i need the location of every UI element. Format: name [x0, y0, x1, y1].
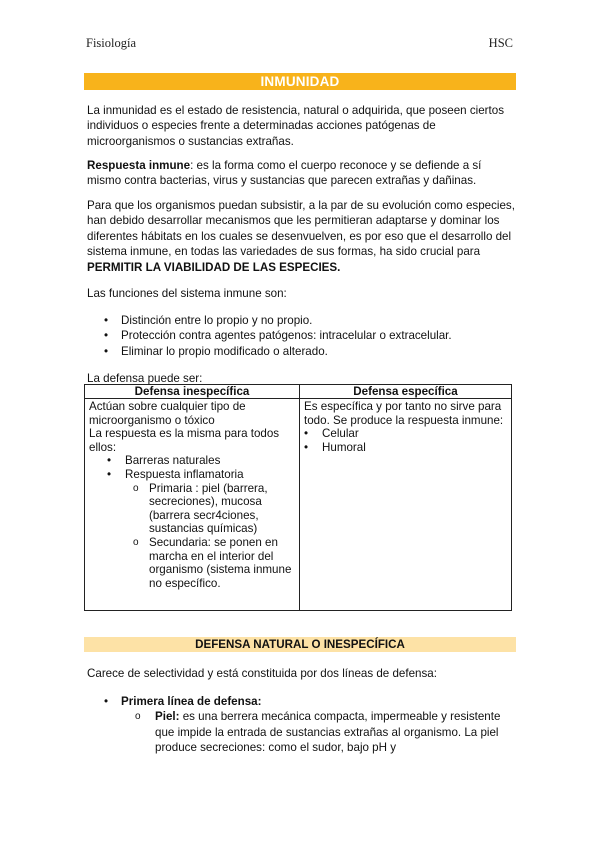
paragraph-definition: La inmunidad es el estado de resistencia, natural o adquirida, que poseen ciertos individuos o especies frente a determinadas acciones patógenas de microorganismos o sustancias extrañas. [87, 104, 505, 148]
paragraph-evolution [87, 198, 517, 275]
paragraph-immune-response [87, 158, 517, 189]
emphasis-viabilidad: PERMITIR LA VIABILIDAD DE LAS ESPECIES. [87, 260, 341, 274]
paragraph-evolution-text: Para que los organismos puedan subsistir, a la par de su evolución como especies, han debido desarrollar mecanismos que les permitieran adaptarse y dominar los diferentes hábitats en los cuales se desenvuelven, es por eso que el desarrollo del sistema inmune, en todas las variedades de sus formas, ha sido crucial para [87, 199, 515, 259]
sub-list [121, 709, 517, 755]
paragraph-functions-intro: Las funciones del sistema inmune son: [87, 287, 287, 300]
sub-list-item-text: es una berrera mecánica compacta, impermeable y resistente que impide la entrada de sustancias extrañas al organismo. La piel produce secreciones: como el sudor, bajo pH y [155, 710, 501, 755]
header-subject: Fisiología [86, 36, 137, 50]
list-item-label: Respuesta inflamatoria [125, 467, 244, 481]
cell-sub-list [125, 482, 295, 591]
list-item-title: Primera línea de defensa: [121, 695, 262, 708]
paragraph-immune-response-text: : es la forma como el cuerpo reconoce y se defiende a sí mismo contra bacterias, virus y sustancias que parecen extrañas y dañinas. [87, 159, 482, 188]
list-item [89, 468, 295, 590]
list-item: • Barreras naturales [89, 454, 295, 468]
list-item: • Celular [286, 427, 507, 441]
sub-list-item [121, 709, 517, 755]
list-item: • Humoral [286, 441, 507, 455]
sub-list-item: o Secundaria: se ponen en marcha en el interior del organismo (sistema inmune no específico. [125, 536, 295, 590]
table-header-especifica: Defensa específica [300, 385, 512, 399]
defense-table [84, 384, 512, 611]
list-item: • Protección contra agentes patógenos: intracelular o extracelular. [87, 328, 517, 343]
sub-list-item: o Primaria : piel (barrera, secreciones), mucosa (barrera secr4ciones, sustancias químicas) [125, 482, 295, 536]
table-cell-inespecifica [85, 399, 300, 611]
cell-text: Es específica y por tanto no sirve para todo. Se produce la respuesta inmune: [304, 400, 504, 427]
table-cell-especifica [300, 399, 512, 611]
term-piel: Piel: [155, 710, 180, 724]
cell-text: La respuesta es la misma para todos ellos: [89, 427, 280, 454]
section-title-defensa-natural: DEFENSA NATURAL O INESPECÍFICA [84, 637, 516, 652]
section-title-inmunidad: INMUNIDAD [84, 73, 516, 90]
list-item: • Eliminar lo propio modificado o alterado. [87, 344, 517, 359]
cell-bullet-list [286, 427, 507, 454]
list-item [87, 694, 517, 756]
table-header-inespecifica: Defensa inespecífica [85, 385, 300, 399]
paragraph-defense-intro: La defensa puede ser: [87, 372, 203, 385]
paragraph-defense-lines: Carece de selectividad y está constituida por dos líneas de defensa: [87, 667, 437, 680]
functions-list [87, 313, 517, 359]
cell-bullet-list [89, 454, 295, 590]
defense-lines-list [87, 694, 517, 756]
list-item: • Distinción entre lo propio y no propio. [87, 313, 517, 328]
cell-text: Actúan sobre cualquier tipo de microorganismo o tóxico [89, 400, 246, 427]
term-respuesta-inmune: Respuesta inmune [87, 159, 191, 172]
header-initials: HSC [488, 36, 513, 50]
